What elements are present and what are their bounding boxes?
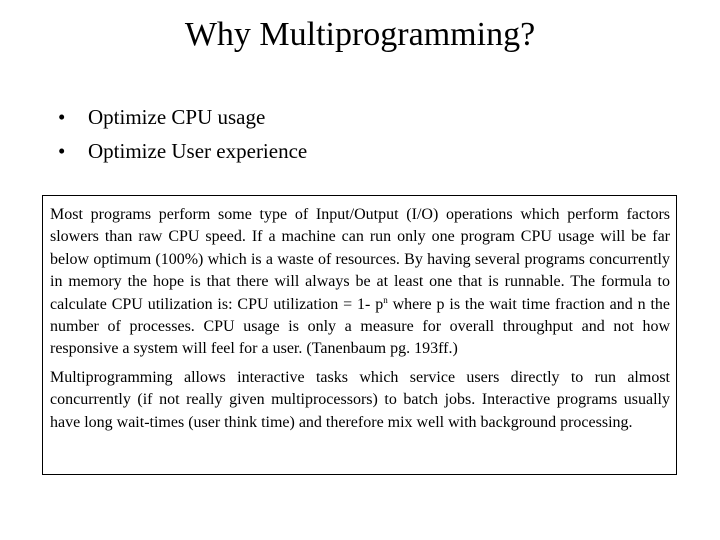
bullet-item: [58, 134, 307, 168]
slide-title: Why Multiprogramming?: [184, 16, 536, 53]
explanation-paragraph-interactive-tasks: Multiprogramming allows interactive tasks which service users directly to run almost concurrently (if not really given multiprocessors) to batch jobs. Interactive programs usually have long wait-times (user think time) and therefore mix well with background processing.: [50, 368, 670, 431]
paragraph-text: where p is the wait time fraction and n the number of processes. CPU usage is only a measure for overall throughput and not how responsive a system will feel for a user. (Tanenbaum pg. 193ff.): [50, 295, 671, 358]
exponent-superscript: n: [383, 294, 388, 305]
bullet-marker: •: [58, 139, 66, 163]
explanation-paragraph-cpu-utilization: [50, 204, 670, 361]
explanation-text-box: [42, 195, 677, 475]
bullet-text-user-experience: Optimize User experience: [88, 139, 308, 163]
bullet-list: [58, 100, 307, 168]
bullet-item: [58, 100, 307, 134]
bullet-text-cpu-usage: Optimize CPU usage: [88, 105, 266, 129]
paragraph-text: Most programs perform some type of Input/Output (I/O) operations which perform factors slowers than raw CPU speed. If a machine can run only one program CPU usage will be far below optimum (100%) which is a waste of resources. By having several programs concurrently in memory the hope is that there will always be at least one that is runnable. The formula to calculate CPU utilization is: CPU utilization = 1- p: [50, 206, 670, 313]
bullet-marker: •: [58, 105, 66, 129]
